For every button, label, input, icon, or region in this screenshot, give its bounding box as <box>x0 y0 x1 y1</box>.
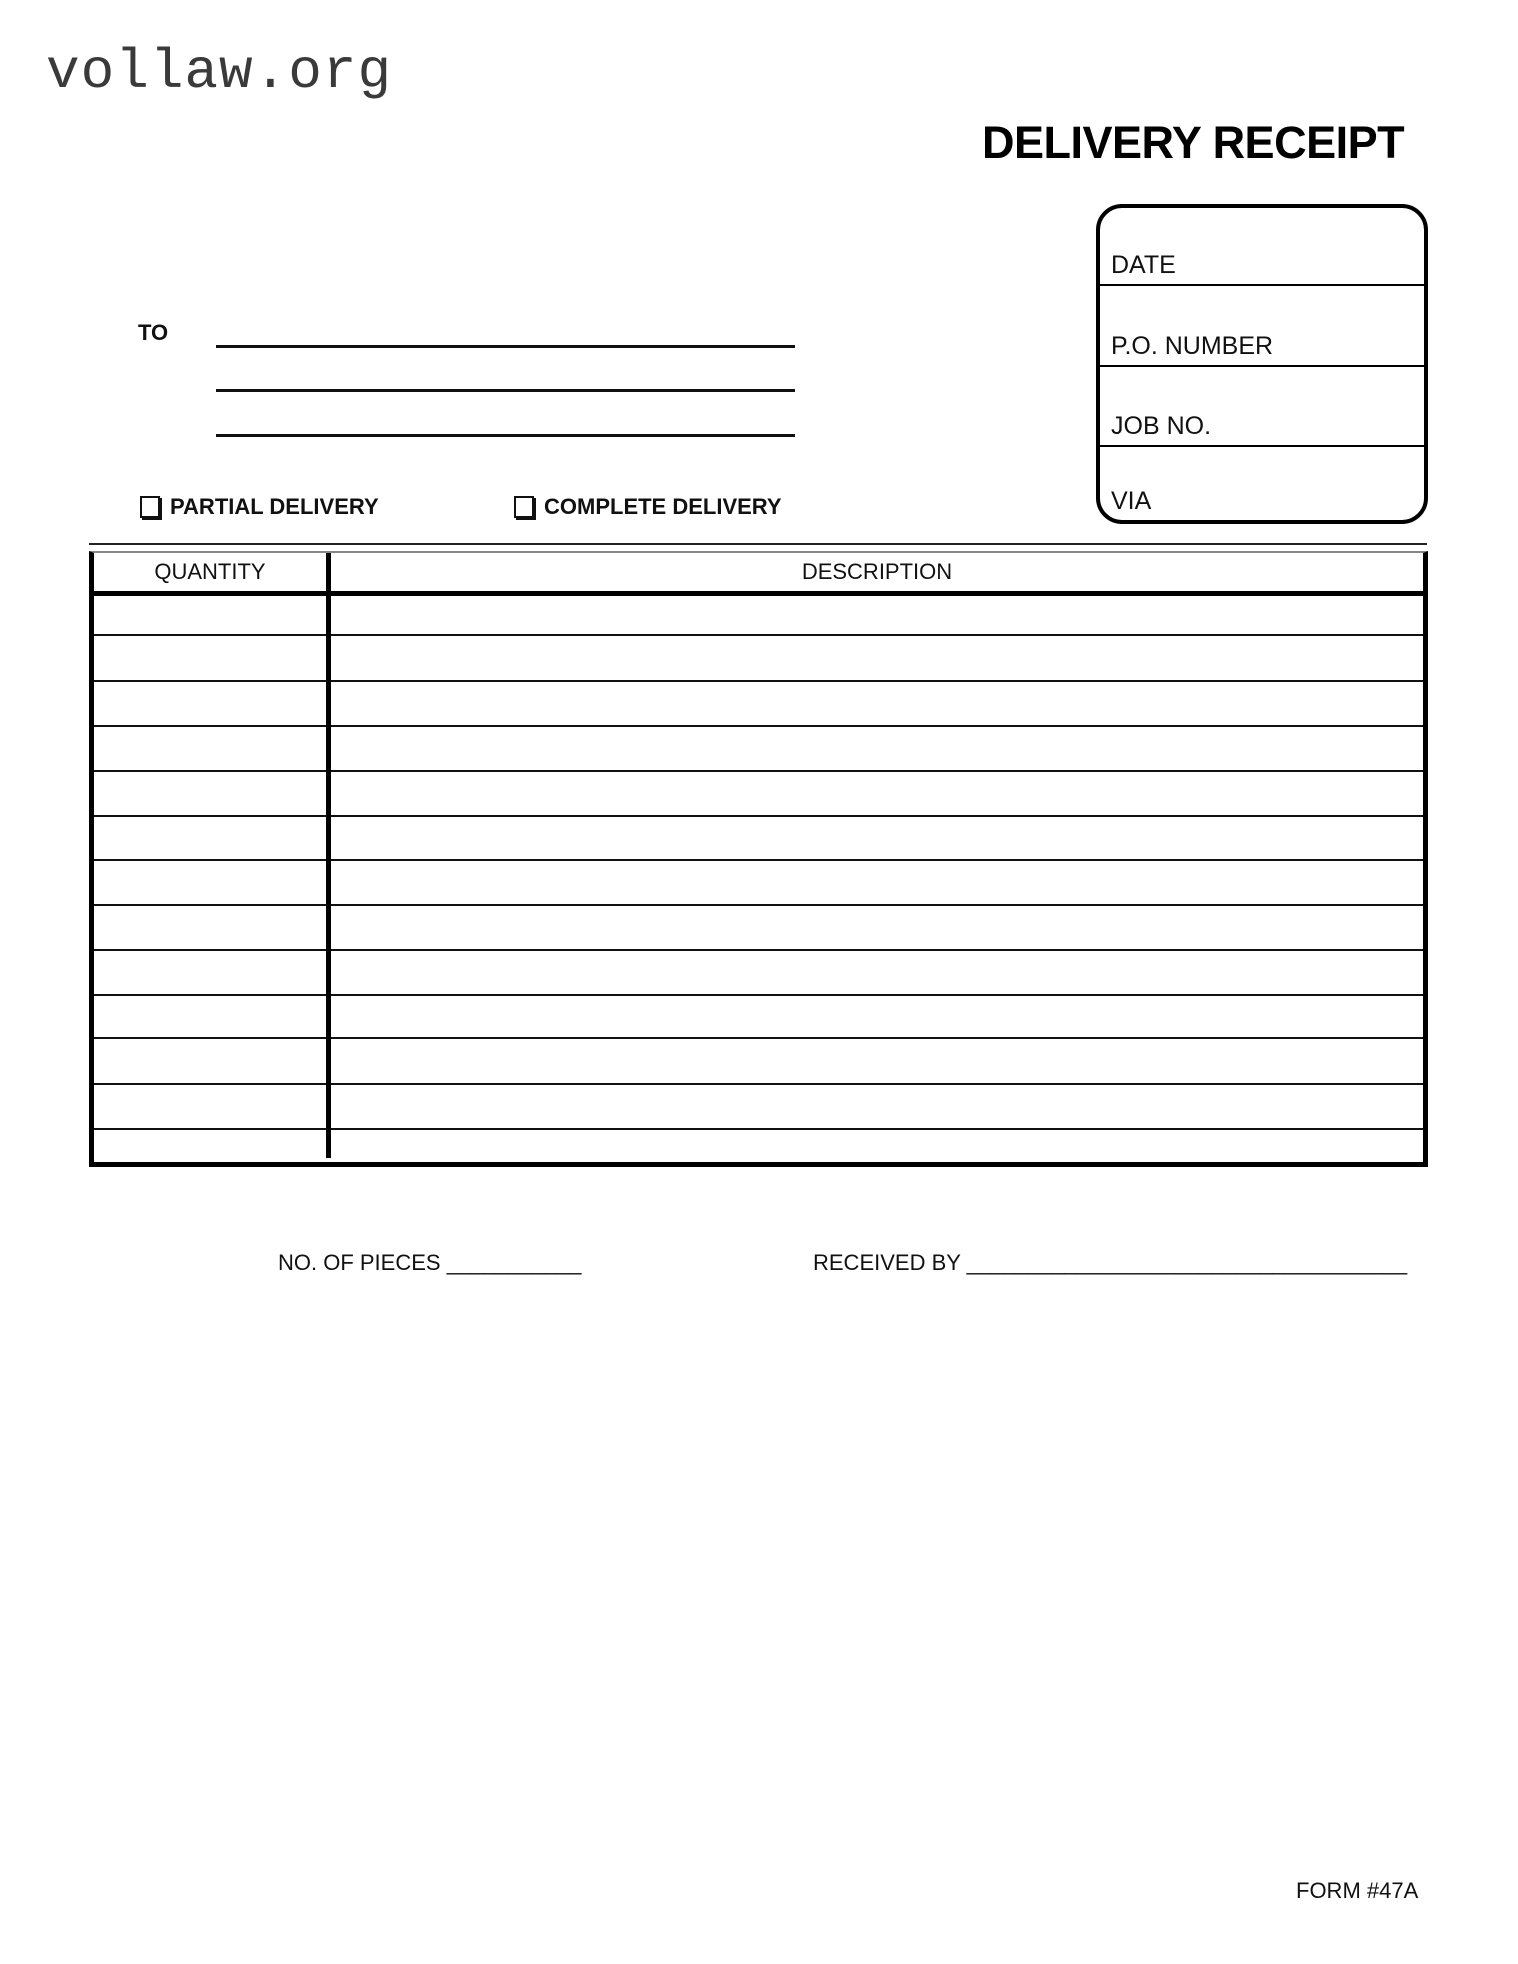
job-number-field[interactable] <box>1100 367 1424 447</box>
table-row <box>94 1130 1423 1165</box>
po-number-field[interactable] <box>1100 286 1424 367</box>
to-address-line-3[interactable] <box>216 434 795 437</box>
to-label: TO <box>138 320 169 345</box>
table-row <box>94 727 1423 772</box>
description-cell[interactable] <box>331 1130 1423 1165</box>
description-cell[interactable] <box>331 951 1423 994</box>
pieces-label: NO. OF PIECES <box>278 1250 441 1275</box>
received-by-field[interactable] <box>813 1252 1407 1274</box>
form-number: FORM #47A <box>1296 1878 1419 1903</box>
quantity-cell[interactable] <box>94 817 326 859</box>
description-cell[interactable] <box>331 1039 1423 1083</box>
description-cell[interactable] <box>331 727 1423 770</box>
via-field[interactable] <box>1100 447 1424 520</box>
received-by-blank[interactable]: ____________________________________ <box>966 1250 1408 1275</box>
received-by-label: RECEIVED BY <box>813 1250 961 1275</box>
quantity-cell[interactable] <box>94 951 326 994</box>
description-cell[interactable] <box>331 596 1423 634</box>
description-cell[interactable] <box>331 1085 1423 1128</box>
table-row <box>94 817 1423 861</box>
document-title: DELIVERY RECEIPT <box>982 117 1405 168</box>
description-cell[interactable] <box>331 861 1423 904</box>
table-row <box>94 1085 1423 1130</box>
job-number-label: JOB NO. <box>1111 412 1212 440</box>
items-table <box>89 551 1428 1167</box>
pieces-blank[interactable]: ___________ <box>446 1250 582 1275</box>
description-cell[interactable] <box>331 636 1423 680</box>
quantity-cell[interactable] <box>94 636 326 680</box>
table-row <box>94 772 1423 817</box>
table-row <box>94 951 1423 996</box>
quantity-cell[interactable] <box>94 996 326 1037</box>
quantity-cell[interactable] <box>94 1085 326 1128</box>
via-label: VIA <box>1111 487 1152 515</box>
description-cell[interactable] <box>331 772 1423 815</box>
date-field[interactable] <box>1100 208 1424 286</box>
complete-delivery-checkbox[interactable] <box>514 496 534 518</box>
quantity-cell[interactable] <box>94 596 326 634</box>
pieces-field[interactable] <box>278 1252 581 1274</box>
to-address-line-1[interactable] <box>216 345 795 348</box>
section-divider <box>89 543 1427 545</box>
quantity-header: QUANTITY <box>154 559 266 584</box>
info-box <box>1096 204 1428 524</box>
table-row <box>94 682 1423 727</box>
quantity-cell[interactable] <box>94 682 326 725</box>
table-row <box>94 861 1423 906</box>
table-row <box>94 596 1423 636</box>
table-row <box>94 1039 1423 1085</box>
quantity-cell[interactable] <box>94 727 326 770</box>
table-row <box>94 906 1423 951</box>
quantity-cell[interactable] <box>94 772 326 815</box>
table-row <box>94 636 1423 682</box>
to-address-line-2[interactable] <box>216 389 795 392</box>
description-cell[interactable] <box>331 996 1423 1037</box>
description-cell[interactable] <box>331 906 1423 949</box>
quantity-cell[interactable] <box>94 1039 326 1083</box>
column-divider <box>326 553 331 1158</box>
po-number-label: P.O. NUMBER <box>1111 332 1274 360</box>
quantity-cell[interactable] <box>94 906 326 949</box>
partial-delivery-label: PARTIAL DELIVERY <box>170 494 379 519</box>
date-label: DATE <box>1111 251 1176 279</box>
complete-delivery-label: COMPLETE DELIVERY <box>544 494 782 519</box>
partial-delivery-option[interactable] <box>140 496 379 518</box>
description-header: DESCRIPTION <box>801 559 953 584</box>
quantity-cell[interactable] <box>94 1130 326 1165</box>
complete-delivery-option[interactable] <box>514 496 782 518</box>
description-cell[interactable] <box>331 817 1423 859</box>
table-header <box>94 553 1423 596</box>
partial-delivery-checkbox[interactable] <box>140 496 160 518</box>
description-cell[interactable] <box>331 682 1423 725</box>
watermark: vollaw.org <box>46 40 393 104</box>
table-row <box>94 996 1423 1039</box>
quantity-cell[interactable] <box>94 861 326 904</box>
table-body <box>94 596 1423 1162</box>
